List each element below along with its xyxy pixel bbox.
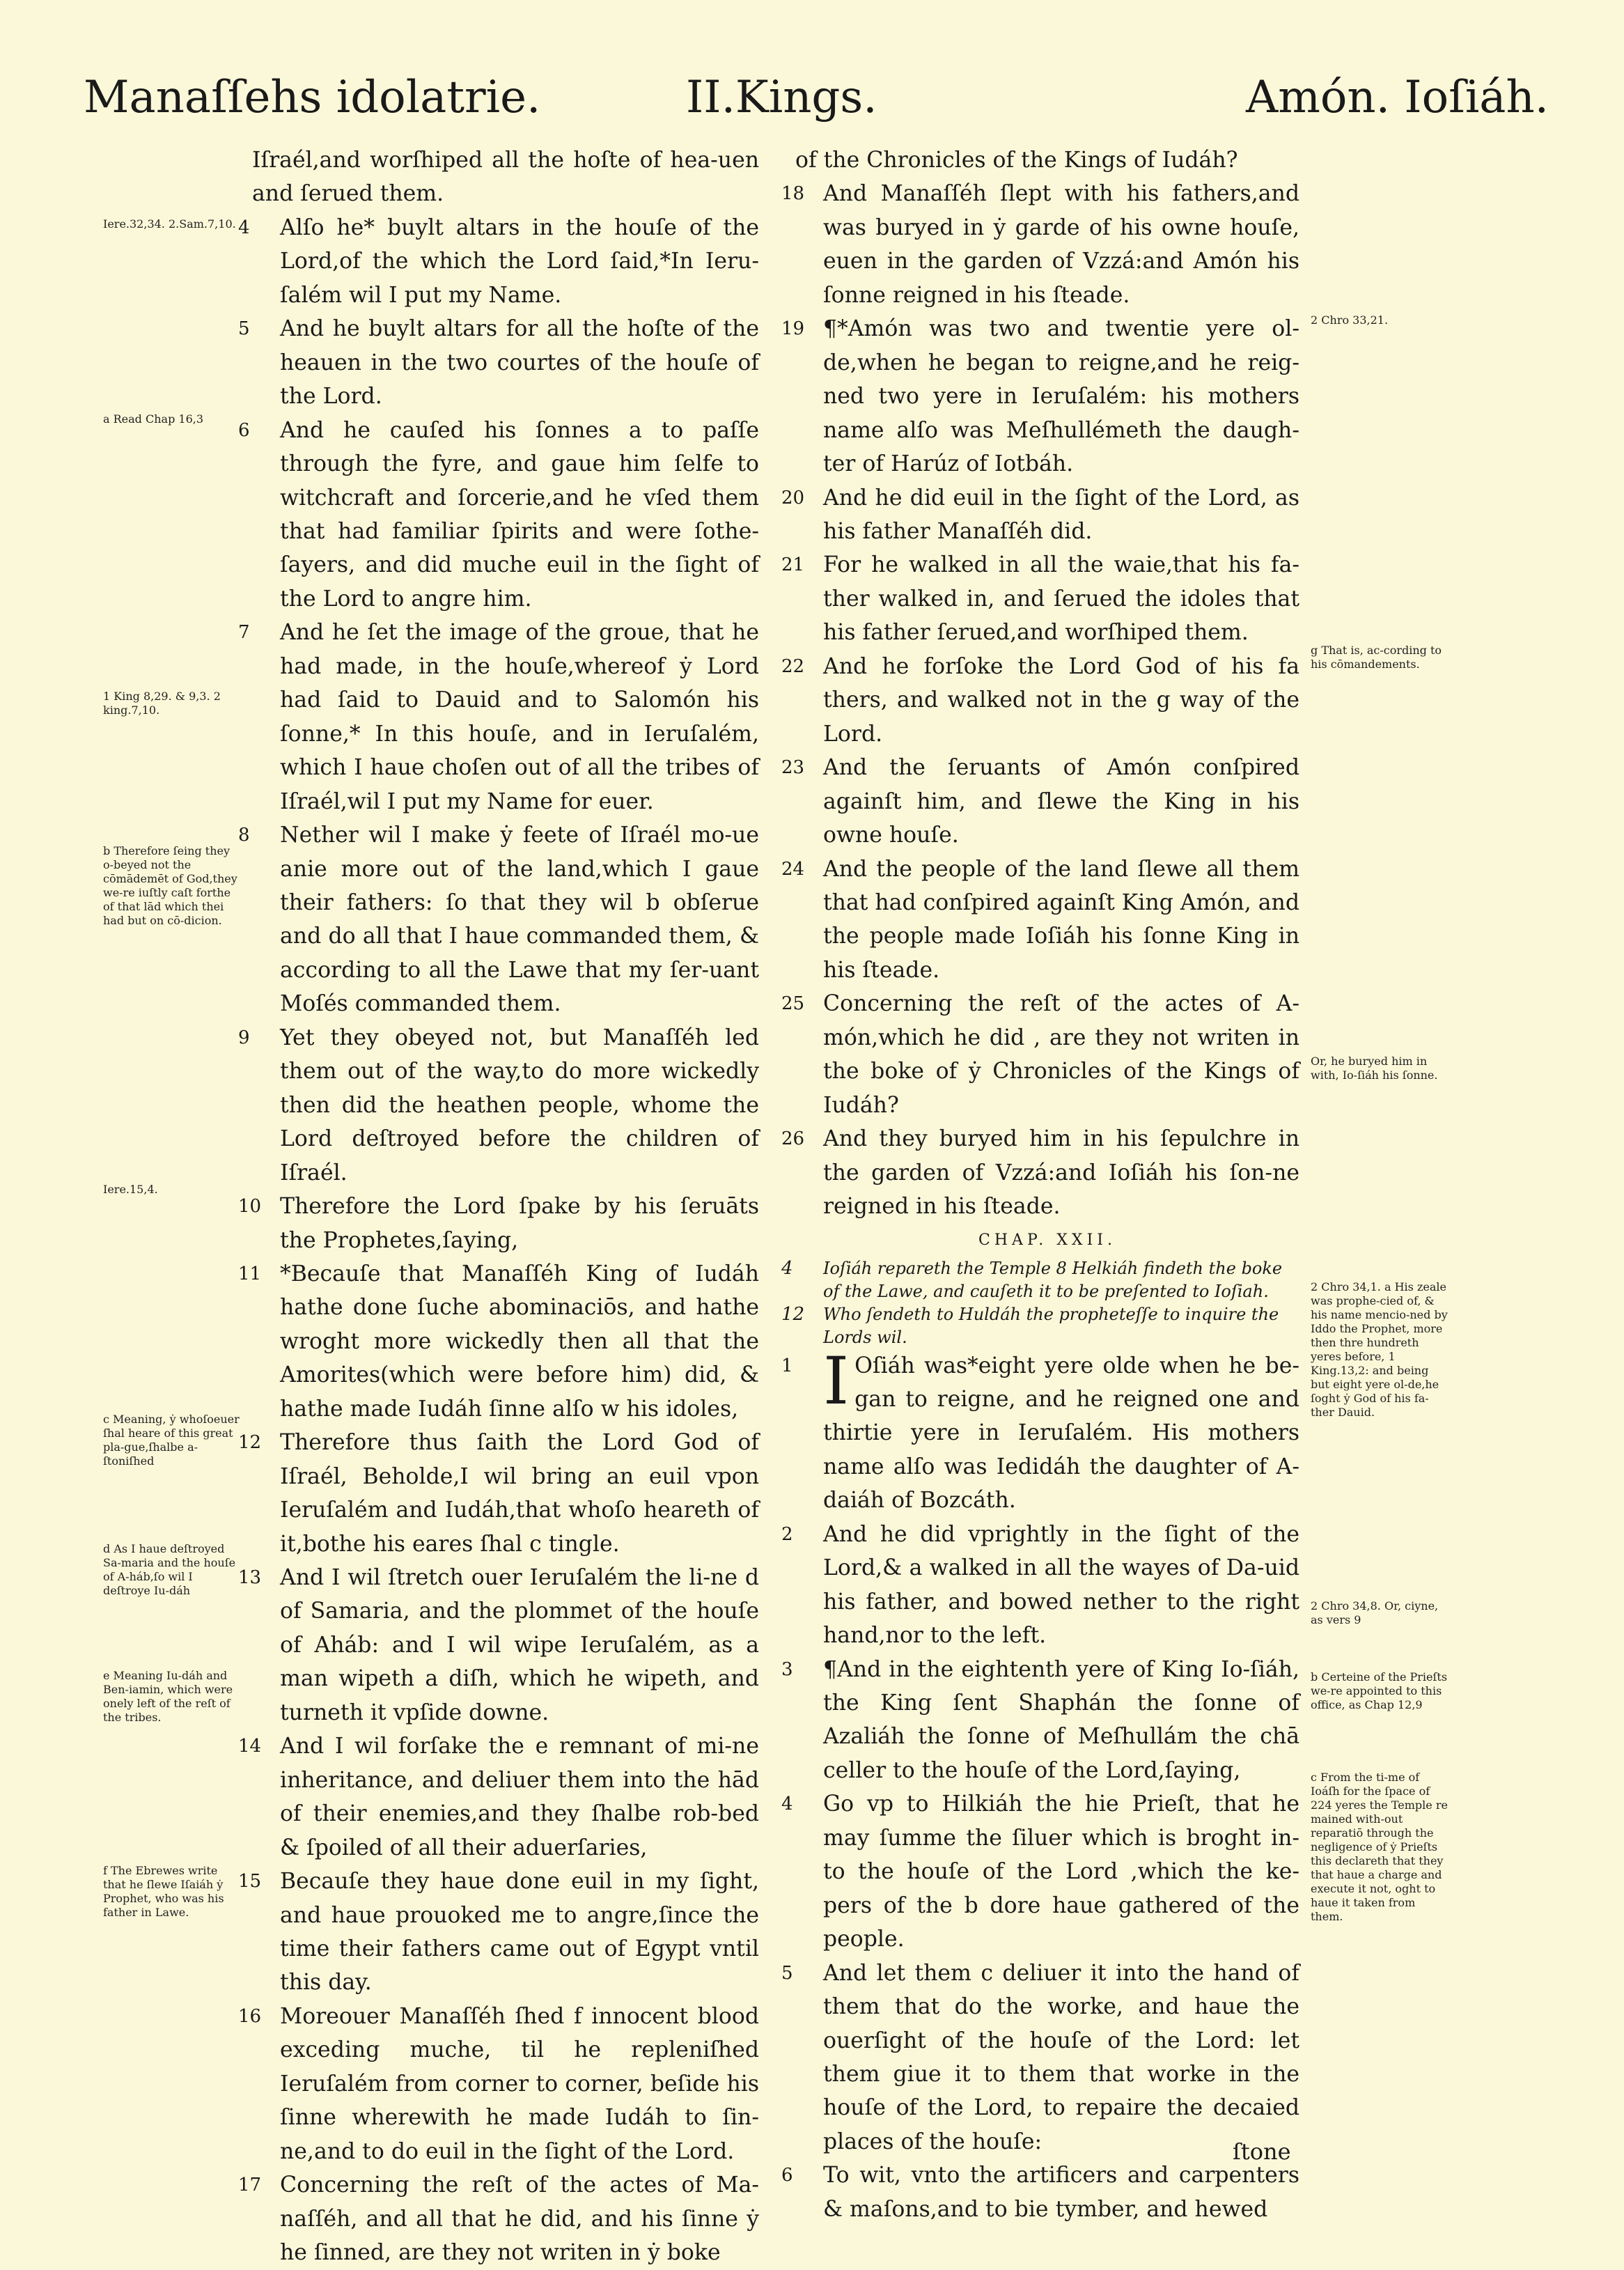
margin-note-left: f The Ebrewes write that he ſlewe Iſaiáh ẏ Prophet, who was his father in Lawe. bbox=[103, 1864, 224, 1919]
margin-note-right: Or, he buryed him in with, Io-ſiáh his ſonne. bbox=[1311, 1055, 1438, 1082]
verse-text: For he walked in all the waie,that his fa-ther walked in, and ſerued the idoles that his father ſerued,and worſhiped them. bbox=[823, 552, 1299, 646]
verse bbox=[781, 853, 1299, 988]
verse-number: 17 bbox=[238, 2175, 262, 2196]
summary-text: Who ſendeth to Huldáh the propheteſſe to inquire the Lords wil. bbox=[823, 1304, 1279, 1347]
margin-note-left: Iere.32,34. 2.Sam.7,10. bbox=[103, 217, 236, 231]
verse bbox=[781, 1787, 1299, 1956]
verse-number: 9 bbox=[238, 1027, 250, 1048]
verse-text: And he forſoke the Lord God of his fa thers, and walked not in the g way of the Lord. bbox=[823, 653, 1299, 747]
verse-text: Becauſe they haue done euil in my ſight, and haue prouoked me to angre,ſince the time their fathers came out of Egypt vntil this day. bbox=[280, 1869, 759, 1996]
verse-number: 1 bbox=[781, 1355, 793, 1376]
verse-number: 22 bbox=[781, 655, 805, 677]
verse-text: And he did euil in the ſight of the Lord, as his father Manaſſéh did. bbox=[823, 485, 1299, 544]
verse-text: And the people of the land ſlewe all them that had conſpired againſt King Amón, and the people made Ioſiáh his ſonne King in his ſteade. bbox=[823, 856, 1299, 983]
verse-text: And they buryed him in his ſepulchre in the garden of Vzzá:and Ioſiáh his ſon-ne reigned in his ſteade. bbox=[823, 1126, 1299, 1220]
verse-number: 8 bbox=[238, 825, 250, 846]
verse-number: 7 bbox=[238, 622, 250, 644]
verse bbox=[238, 2168, 759, 2269]
chapter-heading: CHAP. XXII. bbox=[978, 1231, 1116, 1249]
verse bbox=[238, 2000, 759, 2168]
verse bbox=[238, 1021, 759, 1190]
margin-note-left: Iere.15,4. bbox=[103, 1183, 158, 1196]
verse-text: And I wil ſtretch ouer Ieruſalém the li-ne d of Samaria, and the plommet of the houſe of Aháb: and I wil wipe Ieruſalém, as a man wipeth a diſh, which he wipeth, and turneth it vpſide downe. bbox=[280, 1565, 759, 1725]
margin-note-right: 2 Chro 33,21. bbox=[1311, 313, 1389, 327]
verse-text: Therefore thus ſaith the Lord God of Iſraél, Beholde,I wil bring an euil vpon Ieruſalém and Iudáh,that whoſo heareth of it,bothe his eares ſhal c tingle. bbox=[280, 1430, 759, 1557]
verse-text: Oſiáh was*eight yere olde when he be-gan to reigne, and he reigned one and thirtie yere in Ieruſalém. His mothers name alſo was Iedidáh the daughter of A-daiáh of Bozcáth. bbox=[823, 1353, 1299, 1514]
verse-number: 16 bbox=[238, 2005, 262, 2027]
verse-text: And he did vprightly in the ſight of the Lord,& a walked in all the wayes of Da-uid his father, and bowed nether to the right hand,nor to the left. bbox=[823, 1521, 1299, 1649]
verse-text: And he ſet the image of the groue, that he had made, in the houſe,whereof ẏ Lord had ſaid to Dauid and to Salomón his ſonne,* In this houſe, and in Ieruſalém, which I haue choſen out of all the tribes of Iſraél,wil I put my Name for euer. bbox=[280, 620, 759, 814]
verse bbox=[238, 1426, 759, 1561]
verse-number: 11 bbox=[238, 1263, 262, 1284]
verse bbox=[781, 650, 1299, 751]
verse bbox=[238, 616, 759, 818]
verse-number: 19 bbox=[781, 318, 805, 340]
verse-text: *Becauſe that Manaſſéh King of Iudáh hathe done ſuche abominaciōs, and hathe wroght more wickedly then all that the Amorites(which were before him) did, & hathe made Iudáh ſinne alſo w his idoles, bbox=[280, 1261, 759, 1422]
verse-number: 4 bbox=[781, 1794, 793, 1815]
verse-text: Iſraél,and worſhiped all the hoſte of hea-uen and ſerued them. bbox=[252, 148, 759, 207]
verse-text: To wit, vnto the artificers and carpenters & maſons,and to bie tymber, and hewed bbox=[823, 2163, 1299, 2222]
verse-continuation bbox=[252, 143, 759, 211]
verse bbox=[238, 1190, 759, 1257]
verse-number: 12 bbox=[238, 1432, 262, 1454]
verse-number: 5 bbox=[781, 1962, 793, 1984]
margin-note-right: 2 Chro 34,1. a His zeale was prophe-cied of, & his name mencio-ned by Iddo the Prophet, more then thre hundreth yeres before, 1 King.13,2: and being but eight yere ol-de,he ſoght ẏ God of his fa-ther Dauid. bbox=[1311, 1280, 1448, 1419]
verse-text: And he cauſed his ſonnes a to paſſe through the fyre, and gaue him ſelfe to witchcraft and ſorcerie,and he vſed them that had familiar ſpirits and were ſothe-ſayers, and did muche euil in the ſight of the Lord to angre him. bbox=[280, 417, 759, 612]
verse-text: ¶*Amón was two and twentie yere ol-de,when he began to reigne,and he reig-ned two yere in Ieruſalém: his mothers name alſo was Meſhullémeth the daugh-ter of Harúz of Iotbáh. bbox=[823, 316, 1299, 477]
verse bbox=[781, 177, 1299, 312]
verse-number: 5 bbox=[238, 318, 250, 340]
verse-text: of the Chronicles of the Kings of Iudáh? bbox=[795, 148, 1238, 173]
verse-text: Alſo he* buylt altars in the houſe of the Lord,of the which the Lord ſaid,*In Ieru-ſalém wil I put my Name. bbox=[280, 215, 759, 308]
verse bbox=[781, 1957, 1299, 2159]
verse bbox=[238, 211, 759, 312]
verse-text: And the ſeruants of Amón conſpired againſt him, and ſlewe the King in his owne houſe. bbox=[823, 755, 1299, 848]
verse bbox=[781, 312, 1299, 481]
verse-text: And Manaſſéh ſlept with his fathers,and was buryed in ẏ garde of his owne houſe, euen in the garden of Vzzá:and Amón his ſonne reigned in his ſteade. bbox=[823, 181, 1299, 308]
verse-number: 25 bbox=[781, 993, 805, 1015]
margin-note-right: g That is, ac-cording to his cōmandements. bbox=[1311, 644, 1442, 671]
running-head-left: Manaſſehs idolatrie. bbox=[84, 72, 541, 123]
verse-text: And he buylt altars for all the hoſte of the heauen in the two courtes of the houſe of the Lord. bbox=[280, 316, 759, 410]
drop-cap: I bbox=[823, 1343, 850, 1420]
verse-text: Yet they obeyed not, but Manaſſéh led them out of the way,to do more wickedly then did the heathen people, whome the Lord deſtroyed before the children of Iſraél. bbox=[280, 1025, 759, 1185]
margin-note-left: e Meaning Iu-dáh and Ben-iamin, which were onely left of the reſt of the tribes. bbox=[103, 1669, 233, 1724]
verse bbox=[781, 1122, 1299, 1223]
verse-number: 10 bbox=[238, 1196, 262, 1218]
summary-verse-number: 4 bbox=[781, 1257, 793, 1279]
summary-verse-number: 12 bbox=[781, 1303, 805, 1325]
verse-number: 23 bbox=[781, 757, 805, 779]
margin-note-right: b Certeine of the Prieſts we-re appointed to this office, as Chap 12,9 bbox=[1311, 1670, 1448, 1711]
chapter-summary bbox=[781, 1257, 1299, 1303]
verse-number: 14 bbox=[238, 1736, 262, 1757]
verse bbox=[238, 1865, 759, 2000]
verse-text: ¶And in the eightenth yere of King Io-ſiáh, the King ſent Shaphán the ſonne of Azaliáh the ſonne of Meſhullám the chā celler to the houſe of the Lord,ſaying, bbox=[823, 1656, 1299, 1783]
verse-text: Go vp to Hilkiáh the hie Prieſt, that he may ſumme the ſiluer which is broght in-to the houſe of the Lord ,which the ke-pers of the b dore haue gathered of the people. bbox=[823, 1791, 1299, 1952]
verse-number: 4 bbox=[238, 217, 250, 238]
verse bbox=[781, 481, 1299, 549]
verse-text: Concerning the reſt of the actes of Ma-naſſéh, and all that he did, and his ſinne ẏ he ſinned, are they not writen in ẏ boke bbox=[280, 2172, 759, 2266]
verse-text: Moreouer Manaſſéh ſhed f innocent blood exceding muche, til he repleniſhed Ieruſalém from corner to corner, beſide his ſinne wherewith he made Iudáh to ſin-ne,and to do euil in the ſight of the Lord. bbox=[280, 2003, 759, 2164]
verse bbox=[238, 1561, 759, 1729]
verse-text: Concerning the reſt of the actes of A-món,which he did , are they not writen in the boke of ẏ Chronicles of the Kings of Iudáh? bbox=[823, 991, 1299, 1118]
verse-number: 24 bbox=[781, 858, 805, 880]
verse bbox=[781, 548, 1299, 649]
verse bbox=[238, 414, 759, 616]
verse bbox=[781, 1343, 1299, 1518]
verse bbox=[238, 312, 759, 413]
summary-text: Ioſiáh repareth the Temple 8 Helkiáh findeth the boke of the Lawe, and cauſeth it to be preſented to Ioſiah. bbox=[823, 1258, 1283, 1301]
verse-text: Nether wil I make ẏ feete of Iſraél mo-ue anie more out of the land,which I gaue their fathers: ſo that they wil b obſerue and do all that I haue commanded them, & according to all the Lawe that my ſer-uant Moſés commanded them. bbox=[280, 823, 759, 1017]
running-head-book: II.Kings. bbox=[686, 72, 877, 123]
verse bbox=[781, 1653, 1299, 1788]
verse-text: Therefore the Lord ſpake by his ſeruāts the Prophetes,ſaying, bbox=[280, 1194, 759, 1253]
verse bbox=[238, 1257, 759, 1426]
verse-number: 6 bbox=[781, 2165, 793, 2186]
margin-note-left: c Meaning, ẏ whoſoeuer ſhal heare of this great pla-gue,ſhalbe a-ſtoniſhed bbox=[103, 1413, 240, 1468]
right-text-column bbox=[781, 143, 1299, 2226]
margin-note-right: 2 Chro 34,8. Or, ciyne, as vers 9 bbox=[1311, 1599, 1439, 1626]
margin-note-left: a Read Chap 16,3 bbox=[103, 412, 204, 426]
verse-number: 15 bbox=[238, 1871, 262, 1892]
margin-note-left: 1 King 8,29. & 9,3. 2 king.7,10. bbox=[103, 690, 221, 717]
verse bbox=[238, 1729, 759, 1865]
verse bbox=[781, 987, 1299, 1122]
verse-text: And I wil forſake the e remnant of mi-ne inheritance, and deliuer them into the hād of their enemies,and they ſhalbe rob-bed & ſpoiled of all their aduerſaries, bbox=[280, 1734, 759, 1860]
running-head-right: Amón. Ioſiáh. bbox=[1245, 72, 1549, 123]
verse-number: 13 bbox=[238, 1567, 262, 1589]
verse-number: 26 bbox=[781, 1128, 805, 1150]
verse-number: 6 bbox=[238, 419, 250, 441]
margin-note-left: d As I haue deſtroyed Sa-maria and the houſe of A-háb,ſo wil I deſtroye Iu-dáh bbox=[103, 1542, 236, 1597]
chapter-summary bbox=[781, 1303, 1299, 1349]
verse-number: 18 bbox=[781, 183, 805, 205]
verse-number: 21 bbox=[781, 554, 805, 576]
verse bbox=[781, 2159, 1299, 2226]
verse-number: 2 bbox=[781, 1523, 793, 1545]
verse-number: 3 bbox=[781, 1658, 793, 1680]
verse-number: 20 bbox=[781, 487, 805, 508]
margin-note-right: c From the ti-me of Ioáſh for the ſpace of 224 yeres the Temple re mained with-out reparatiō through the negligence of ẏ Prieſts this declareth that they that haue a charge and execute it not, oght to haue it taken from them. bbox=[1311, 1771, 1448, 1923]
verse bbox=[781, 1518, 1299, 1653]
verse bbox=[781, 751, 1299, 852]
margin-note-left: b Therefore ſeing they o-beyed not the cōmādemēt of God,they we-re iuſtly caſt forthe of that lād which thei had but on cō-dicion. bbox=[103, 844, 237, 927]
left-text-column bbox=[238, 143, 759, 2270]
verse-continuation bbox=[795, 143, 1299, 177]
verse bbox=[238, 818, 759, 1021]
verse-text: And let them c deliuer it into the hand of them that do the worke, and haue the ouerſight of the houſe of the Lord: let them giue it to them that worke in the houſe of the Lord, to repaire the decaied places of the houſe: bbox=[823, 1960, 1299, 2154]
catchword: ſtone bbox=[1233, 2138, 1291, 2165]
